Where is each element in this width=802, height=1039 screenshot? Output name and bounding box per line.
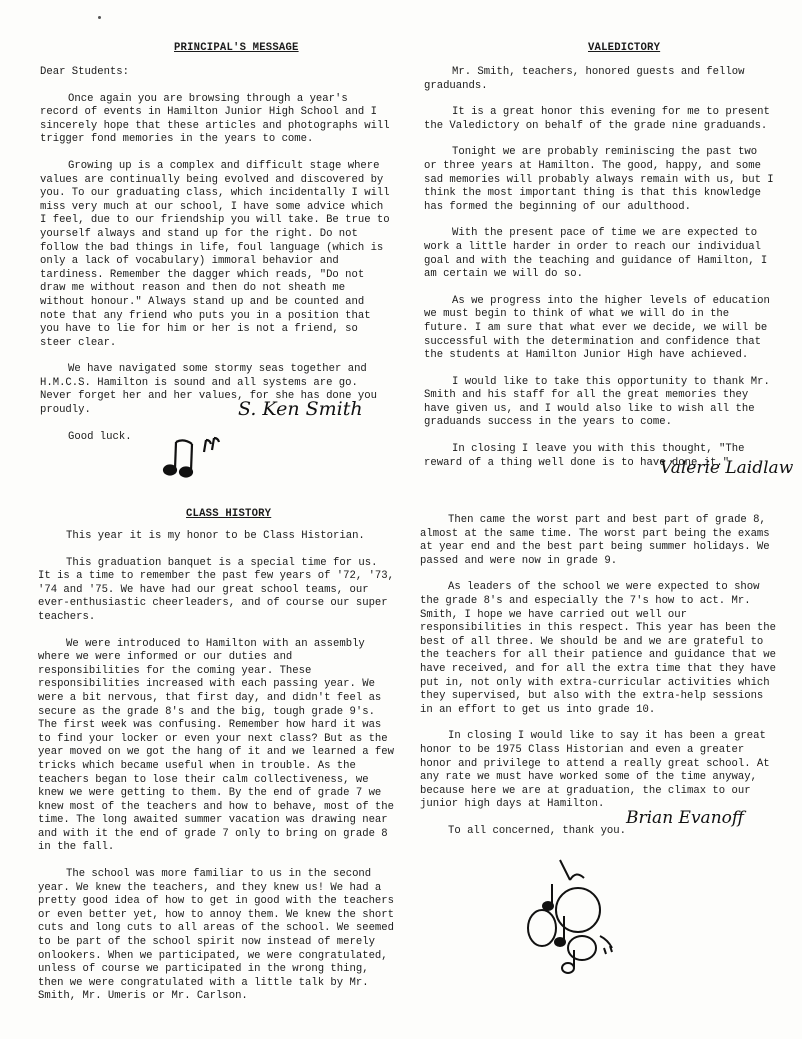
principal-salutation: Dear Students: [40,66,130,78]
class-history-left-column [38,530,396,1017]
class-history-closing: To all concerned, thank you. [448,824,627,837]
musical-doodle-drawing [520,850,630,980]
class-history-paragraph-7: In closing I would like to say it has been a great honor to be 1975 Class Historian and even a greater honor and privilege to attend a really great school. At any rate we must have worked some of the time anyway, because here we are at graduation, the climax to our junior high days at Hamilton. [420,730,770,811]
valedictory-signature: Valerie Laidlaw [660,458,794,478]
principal-paragraph-2: Growing up is a complex and difficult stage where values are continually being evolved and discovered by you. To our graduating class, which incidentally I will miss very much at our school, I have some advice which I feel, due to our friendship you will take. Be true to yourself always and stand up for the right. Do not follow the bad things in life, foul language (which is only a lack of vocabulary) immoral behavior and tardiness. Remember the dagger which reads, "Do not draw me without reason and then do not sheath me without honour." Always stand up and be counted and note that any friend who puts you in a position that you have to lie for him or her is not a friend, so steer clear. [40,159,390,349]
class-history-paragraph-1: This year it is my honor to be Class Historian. [66,530,365,542]
class-history-paragraph-3: We were introduced to Hamilton with an assembly where we were informed or our duties and responsibilities for the coming year. These responsibilities increased with each passing year. We were a bit nervous, that first day, and didn't feel as secure as the grade 8's and the big, tough grade 9's. The first week was confusing. Remember how hard it was to find your locker or even your next class? But as the year moved on we got the hang of it and we learned a few tricks which became useful when in trouble. As the teachers began to lose their calm collectiveness, we knew we were getting to them. By the end of grade 7 we knew most of the teachers and how to behave, most of the time. The long awaited summer vacation was drawing near and with it the end of grade 7 only to bring on grade 8 in the fall. [38,637,395,854]
valedictory-paragraph-6: I would like to take this opportunity to thank Mr. Smith and his staff for all the great memories they have given us, and I would also like to wish all the graduands success in the years to come. [424,375,770,429]
valedictory-paragraph-2: It is a great honor this evening for me to present the Valedictory on behalf of the grade nine graduands. [424,106,770,132]
principal-signature: S. Ken Smith [238,398,363,420]
class-history-heading: CLASS HISTORY [186,508,272,520]
principal-heading: PRINCIPAL'S MESSAGE [174,42,299,54]
valedictory-paragraph-4: With the present pace of time we are expected to work a little harder in order to reach our individual goal and with the teaching and guidance of Hamilton, I am certain we will do so. [424,227,768,281]
class-history-paragraph-2: This graduation banquet is a special time for us. It is a time to remember the past few years of '72, '73, '74 and '75. We have had our great school teams, our ever-enthusiastic cheerleaders, and of course our super teachers. [38,556,395,623]
principal-paragraph-3: We have navigated some stormy seas together and H.M.C.S. Hamilton is sound and all systems are go. Never forget her and her values, for she has done you proudly. [40,363,377,417]
principal-closing: Good luck. [68,430,132,443]
valedictory-heading: VALEDICTORY [588,42,661,54]
class-history-paragraph-4: The school was more familiar to us in the second year. We knew the teachers, and they knew us! We had a pretty good idea of how to get in good with the teachers or even better yet, how to annoy them. We knew the short cuts and long cuts to all areas of the school. We seemed to be part of the school spirit now instead of merely onlookers. When we participated, we were congratulated, unless of course we participated in the wrong thing, then we were congratulated with a little talk by Mr. Smith, Mr. Umeris or Mr. Carlson. [38,868,395,1003]
paper-speck [98,16,101,19]
principal-paragraph-1: Once again you are browsing through a year's record of events in Hamilton Junior High School and I sincerely hope that these articles and photographs will trigger fond memories in the years to come. [40,92,390,146]
valedictory-paragraph-5: As we progress into the higher levels of education we must begin to think of what we will do in the future. I am sure that what ever we decide, we will be successful with the determination and confidence that the students at Hamilton Junior High have achieved. [424,294,770,362]
valedictory-paragraph-7: In closing I leave you with this thought, "The reward of a thing well done is to have done it." [424,443,745,469]
valedictory-column [424,66,776,483]
valedictory-paragraph-3: Tonight we are probably reminiscing the past two or three years at Hamilton. The good, happy, and some sad memories will probably always remain with us, but I think the most important thing is that this knowledge has formed the beginning of our adulthood. [424,146,774,213]
class-history-paragraph-6: As leaders of the school we were expected to show the grade 8's and especially the 7's how to act. Mr. Smith, I hope we have carried out well our responsibilities in this respect. This year has been the best of all three. We should be and we are grateful to the teachers for all their patience and guidance that we have received, and for all the extra time that they have put in, not only with extra-curricular activities which they supervised, but also with the extra-help sessions in an effort to get us into grade 10. [420,581,777,716]
class-history-right-column [420,514,778,851]
class-history-paragraph-5: Then came the worst part and best part of grade 8, almost at the same time. The worst part being the exams at year end and the best part being summer holidays. We passed and were now in grade 9. [420,514,770,567]
valedictory-paragraph-1: Mr. Smith, teachers, honored guests and fellow graduands. [424,66,745,92]
class-history-signature: Brian Evanoff [626,808,744,828]
music-notes-doodle [160,432,230,482]
